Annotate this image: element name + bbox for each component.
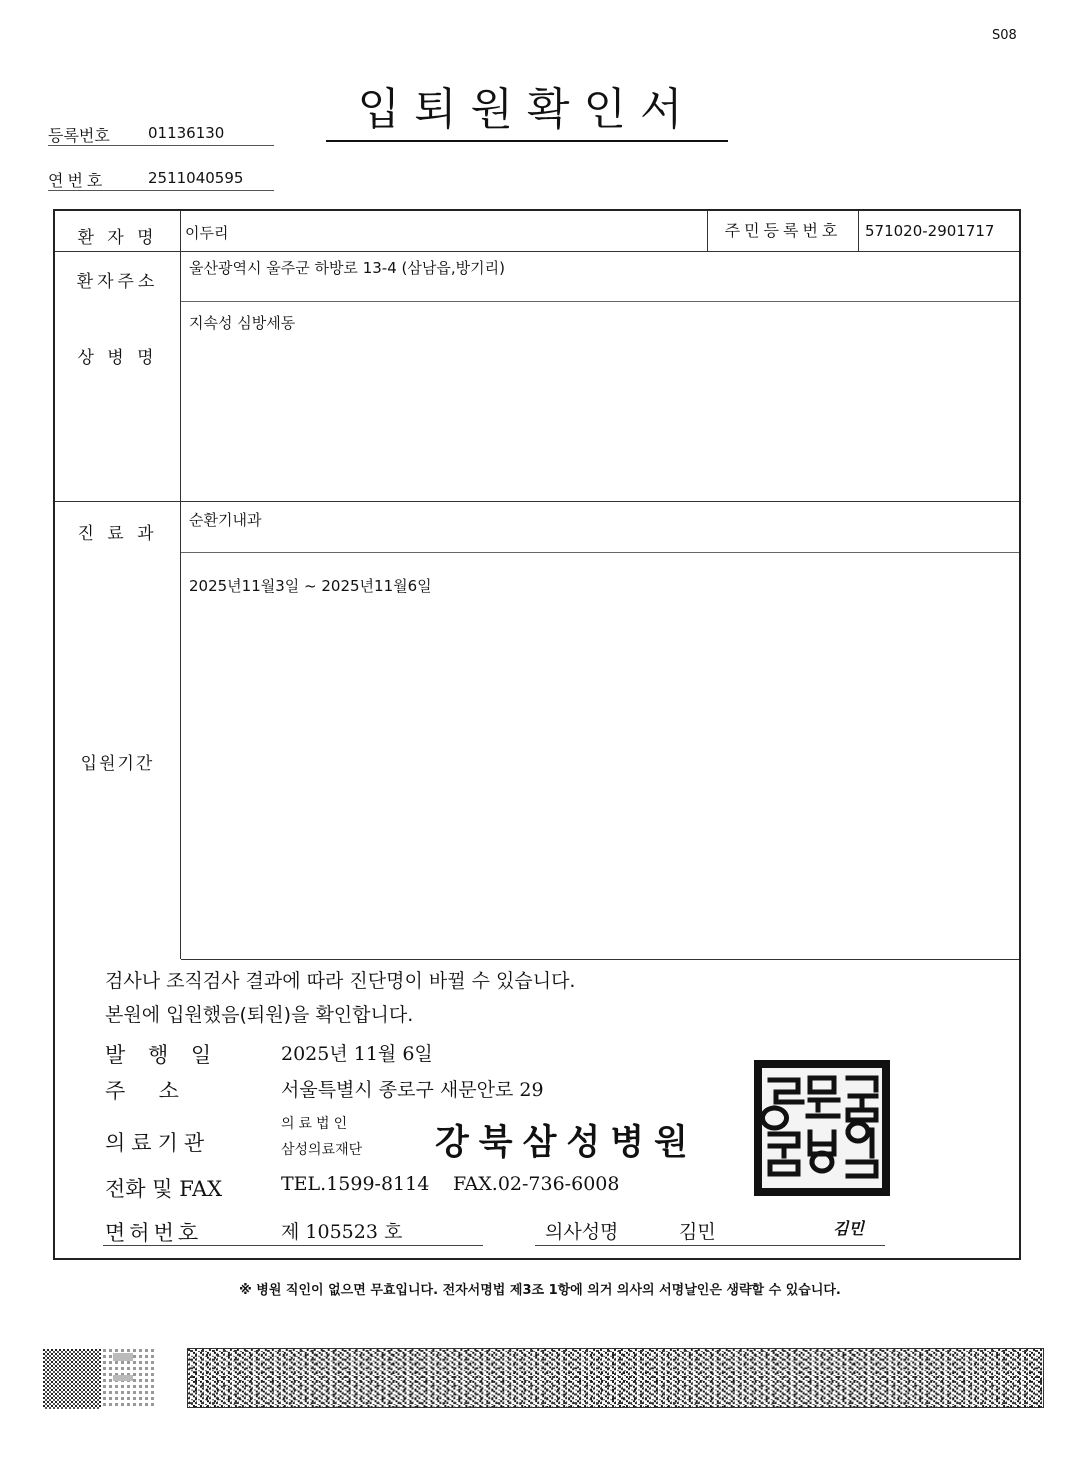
rrn-label: 주민등록번호 — [707, 211, 859, 251]
admission-period-value: 2025년11월3일 ~ 2025년11월6일 — [189, 577, 432, 595]
row-divider — [55, 501, 1019, 502]
hospital-seal-stamp-icon — [752, 1058, 892, 1198]
patient-name-label: 환 자 명 — [77, 228, 158, 248]
certificate-table — [53, 209, 1021, 1260]
issue-date-label: 발 행 일 — [105, 1043, 220, 1067]
patient-address-label: 환자주소 — [76, 272, 159, 292]
row-divider — [181, 959, 1019, 960]
rrn-value: 571020-2901717 — [865, 222, 995, 240]
fax-value: FAX.02-736-6008 — [453, 1173, 620, 1195]
license-number-value: 제 105523 호 — [281, 1221, 403, 1243]
department-label: 진 료 과 — [77, 524, 158, 544]
diagnosis-label: 상 병 명 — [77, 348, 158, 368]
patient-address-value: 울산광역시 울주군 하방로 13-4 (삼남읍,방기리) — [189, 259, 505, 277]
doctor-name-label: 의사성명 — [545, 1221, 619, 1243]
doctor-underline — [535, 1245, 885, 1246]
label-column-divider — [180, 211, 181, 959]
license-underline — [103, 1245, 483, 1246]
registration-number-label: 등록번호 — [48, 126, 110, 145]
hospital-address-label: 주 소 — [105, 1079, 179, 1103]
institution-label: 의료기관 — [105, 1131, 211, 1155]
small-barcode-icon — [43, 1349, 155, 1409]
hospital-address-value: 서울특별시 종로구 새문안로 29 — [281, 1079, 544, 1101]
license-number-label: 면허번호 — [105, 1221, 203, 1245]
cell-underline — [181, 301, 1019, 302]
cell-underline — [181, 552, 1019, 553]
hospital-name: 강북삼성병원 — [435, 1122, 698, 1163]
corporation-name: 삼성의료재단 — [281, 1142, 363, 1158]
doctor-name-value: 김민 — [679, 1221, 716, 1243]
admission-period-label: 입원기간 — [80, 754, 155, 774]
corporation-type: 의료법인 — [281, 1116, 352, 1132]
doctor-signature: 김민 — [833, 1219, 864, 1238]
diagnosis-change-notice: 검사나 조직검사 결과에 따라 진단명이 바뀔 수 있습니다. — [105, 970, 576, 992]
tel-value: TEL.1599-8114 — [281, 1173, 430, 1195]
tel-fax-label: 전화 및 FAX — [105, 1177, 223, 1201]
2d-barcode-icon — [187, 1348, 1044, 1408]
patient-name-value: 이두리 — [185, 224, 229, 242]
registration-number-value: 01136130 — [148, 124, 225, 142]
department-value: 순환기내과 — [189, 511, 262, 529]
row-divider — [55, 251, 1019, 252]
document-code: S08 — [992, 28, 1017, 43]
diagnosis-value: 지속성 심방세동 — [189, 314, 296, 332]
document-title: 입퇴원확인서 — [326, 84, 728, 142]
registration-number-row — [48, 121, 274, 146]
serial-number-value: 2511040595 — [148, 169, 244, 187]
serial-number-label: 연번호 — [48, 171, 107, 190]
admission-confirmation-text: 본원에 입원했음(퇴원)을 확인합니다. — [105, 1004, 414, 1026]
issue-date-value: 2025년 11월 6일 — [281, 1043, 433, 1065]
serial-number-row — [48, 166, 274, 191]
validity-footnote: ※ 병원 직인이 없으면 무효입니다. 전자서명법 제3조 1항에 의거 의사의 서명날인은 생략할 수 있습니다. — [239, 1283, 841, 1298]
